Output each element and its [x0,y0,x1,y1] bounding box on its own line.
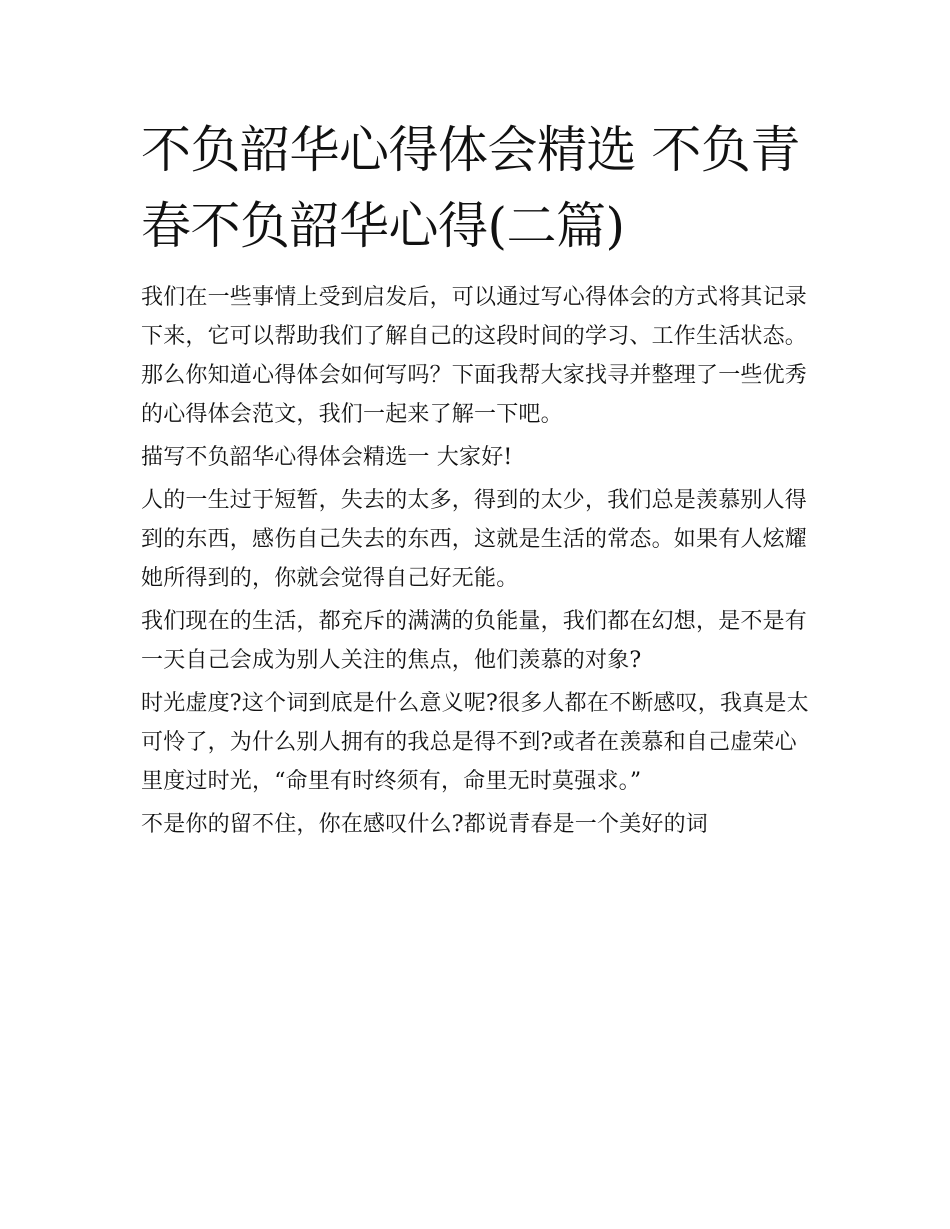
section-heading-line: 描写不负韶华心得体会精选一 大家好! [141,445,513,470]
body-paragraph: 不是你的留不住，你在感叹什么?都说青春是一个美好的词 [141,812,708,837]
body-paragraph: 我们现在的生活，都充斥的满满的负能量，我们都在幻想，是不是有一天自己会成为别人关注的焦点，他们羡慕的对象? [141,609,808,673]
body-paragraph: 人的一生过于短暂，失去的太多，得到的太少，我们总是羡慕别人得到的东西，感伤自己失去的东西，这就是生活的常态。如果有人炫耀她所得到的，你就会觉得自己好无能。 [141,488,808,591]
document-title: 不负韶华心得体会精选 不负青春不负韶华心得(二篇) [141,121,800,255]
document-content [141,112,816,848]
body-paragraph: 时光虚度?这个词到底是什么意义呢?很多人都在不断感叹，我真是太可怜了，为什么别人拥有的我总是得不到?或者在羡慕和自己虚荣心里度过时光，“命里有时终须有，命里无时莫强求。” [141,691,809,794]
intro-paragraph: 我们在一些事情上受到启发后，可以通过写心得体会的方式将其记录下来，它可以帮助我们了解自己的这段时间的学习、工作生活状态。那么你知道心得体会如何写吗？下面我帮大家找寻并整理了一些优秀的心得体会范文，我们一起来了解一下吧。 [141,285,808,427]
